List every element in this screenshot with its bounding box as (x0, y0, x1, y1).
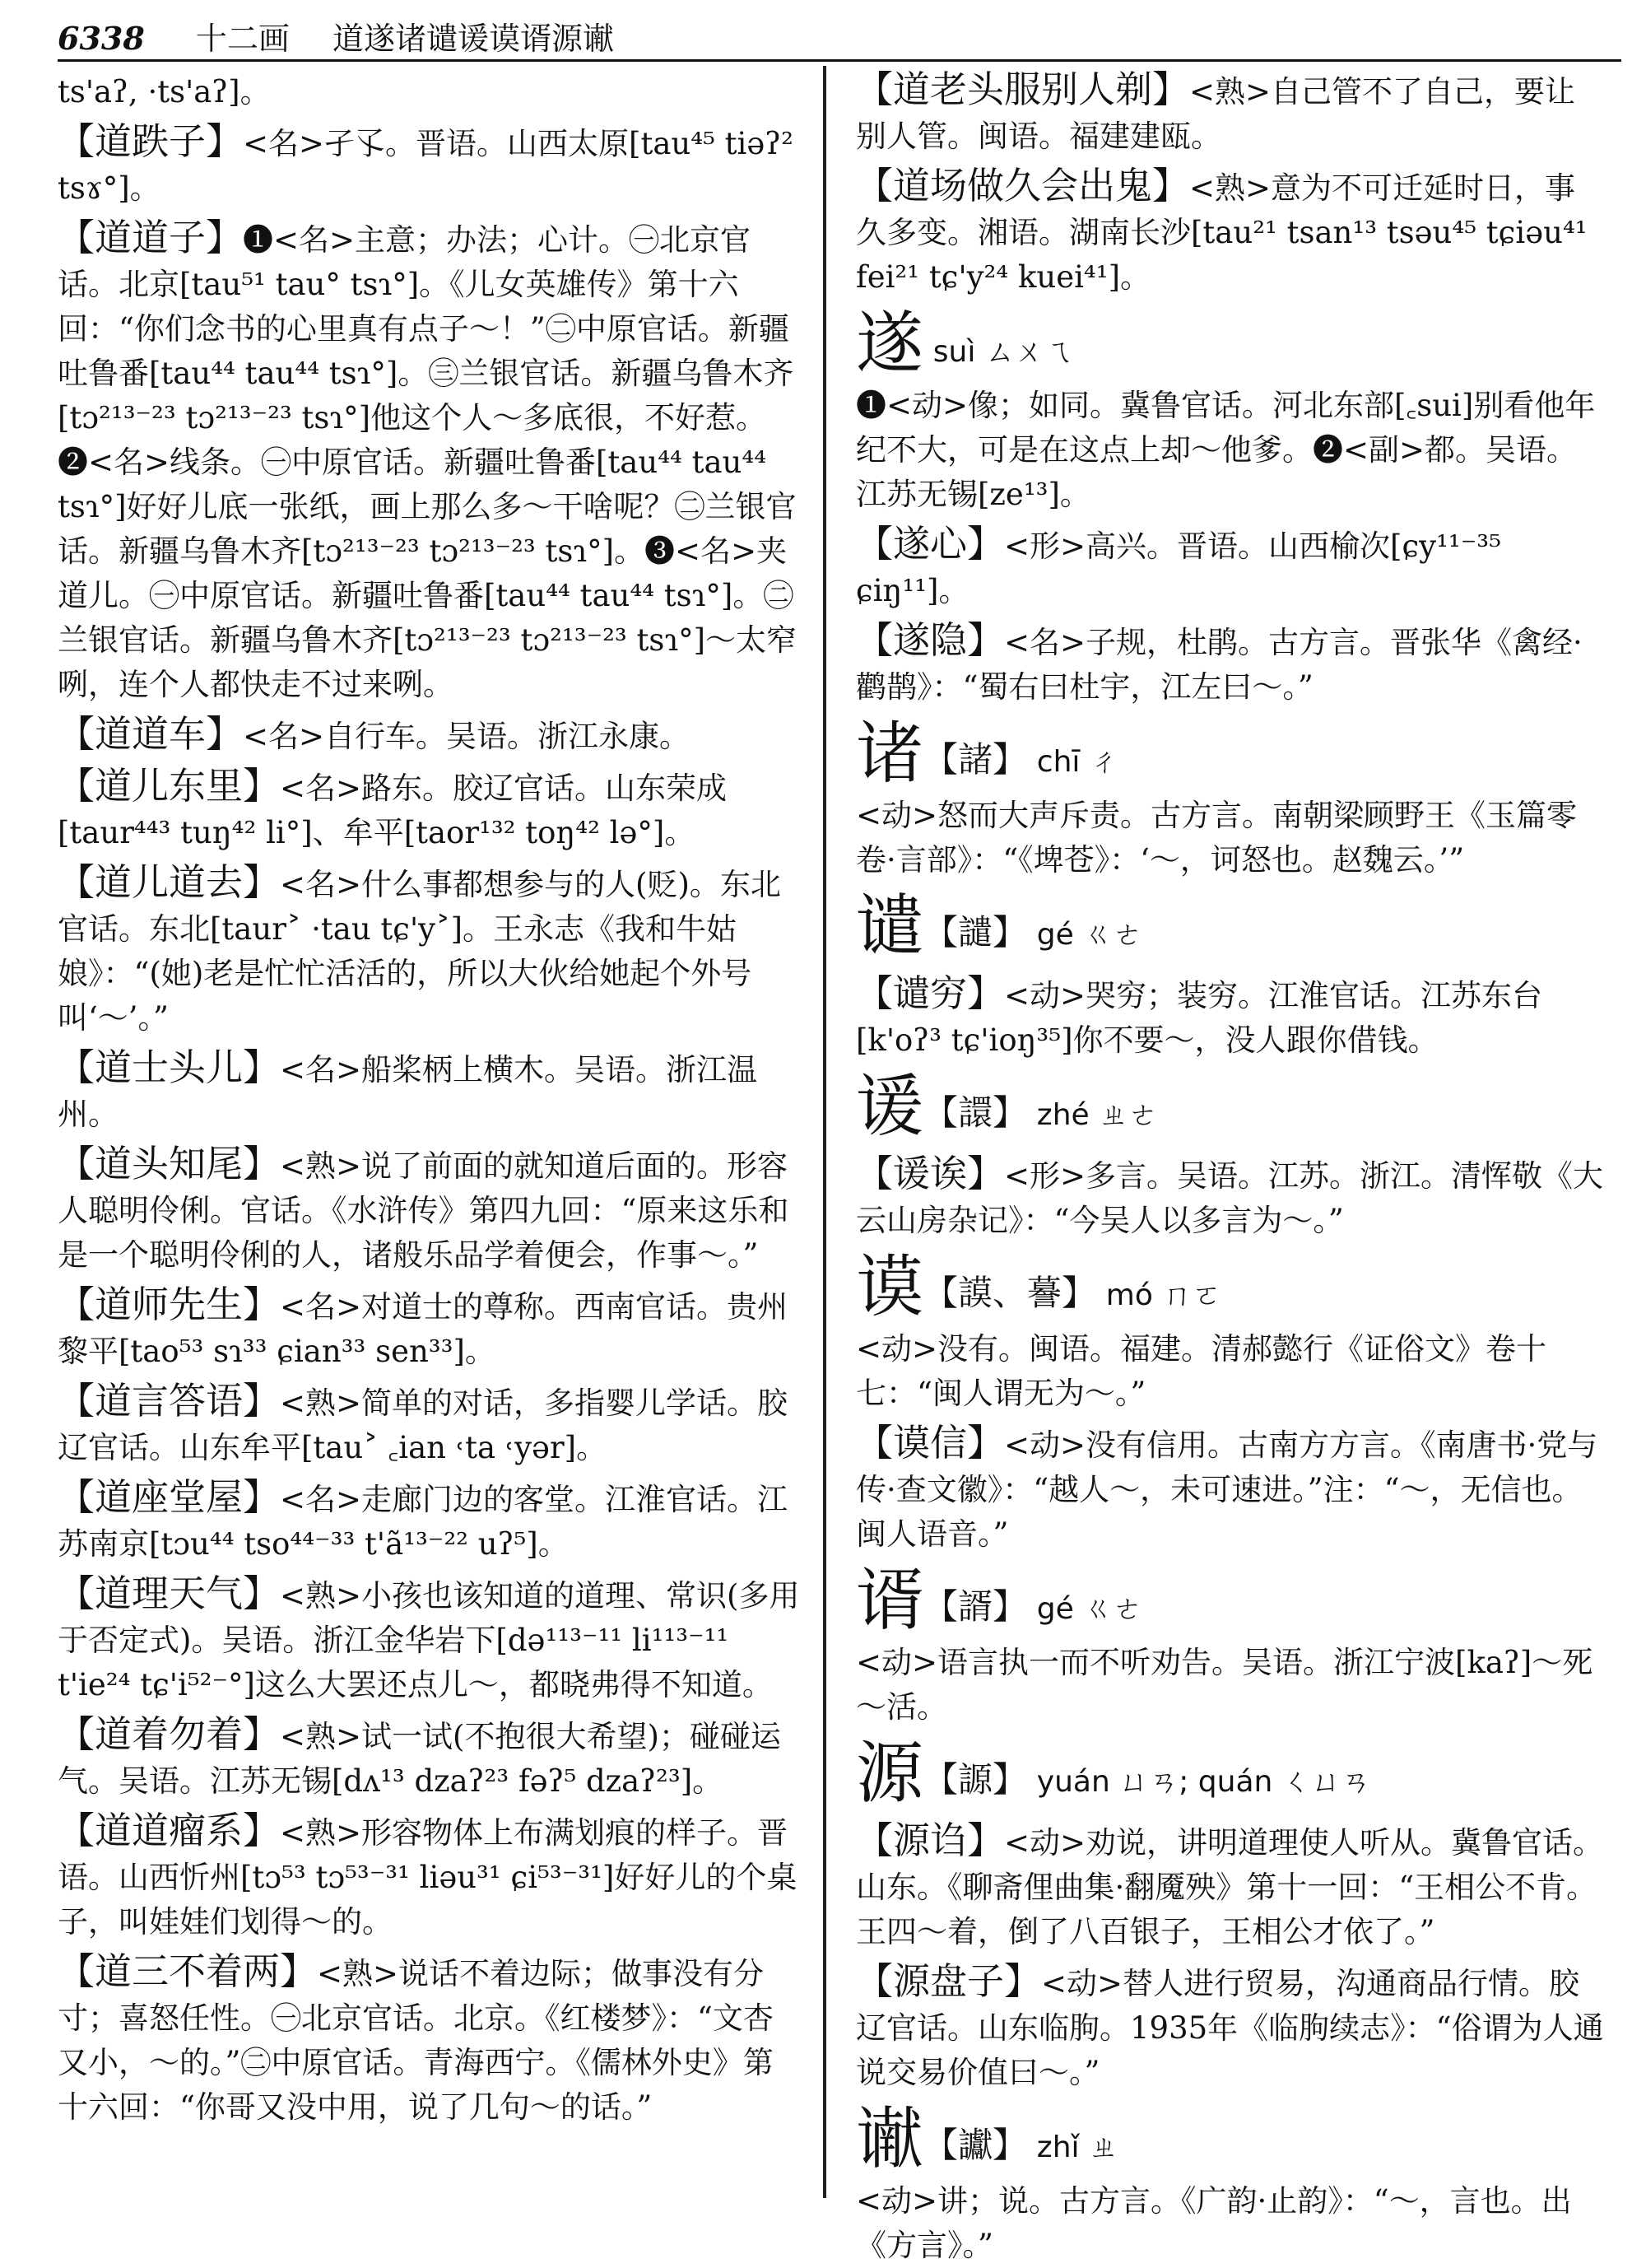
entry-definition: <动>没有。闽语。福建。清郝懿行《证俗文》卷十七：“闽人谓无为～。” (856, 1331, 1547, 1411)
entry-headword: 【谖诶】 (856, 1152, 1005, 1195)
character-heading (856, 715, 1605, 794)
header-characters: 道遂诸谴谖谟谞源谳 (332, 21, 614, 57)
entry-definition: <动>怒而大声斥责。古方言。南朝梁顾野王《玉篇零卷·言部》：“《埤苍》：‘～，诃怒也。赵魏云。’” (856, 798, 1578, 878)
entry-definition: <动>替人进行贸易，沟通商品行情。胶辽官话。山东临朐。1935年《临朐续志》：“俗谓为人通说交易价值曰～。” (856, 1966, 1604, 2090)
entry-definition: <熟>小孩也该知道的道理、常识(多用于否定式)。吴语。浙江金华岩下[də¹¹³⁻¹¹ li¹¹³⁻¹¹ t'ie²⁴ tɕ'i⁵²⁻°]这么大罢还点儿～，都晓弗得不知道。 (58, 1578, 800, 1702)
entry-definition: <熟>形容物体上布满划痕的样子。晋语。山西忻州[tɔ⁵³ tɔ⁵³⁻³¹ liəu³¹ ɕi⁵³⁻³¹]好好儿的个桌子，叫娃娃们划得～的。 (58, 1815, 797, 1940)
column-divider (823, 66, 826, 2198)
dictionary-entry (58, 1283, 802, 1374)
entry-definition: <名>对道士的尊称。西南官话。贵州黎平[tao⁵³ sɿ³³ ɕian³³ sen³³]。 (58, 1289, 788, 1369)
traditional-form: 【諸】 (923, 739, 1028, 780)
traditional-form: 【譴】 (923, 912, 1028, 952)
character-entry (856, 1068, 1605, 1147)
entry-headword: 【源盘子】 (856, 1959, 1042, 2003)
character-entry (856, 1248, 1605, 1416)
character-heading (856, 887, 1605, 966)
character-entry (856, 715, 1605, 883)
dictionary-entry (58, 119, 802, 211)
dictionary-entry (856, 618, 1605, 710)
dictionary-entry (58, 1712, 802, 1804)
character-entry (856, 1735, 1605, 1814)
entry-definition: <名>路东。胶辽官话。山东荣成[taur⁴⁴³ tuŋ⁴² li°]、牟平[taor¹³² toŋ⁴² lə°]。 (58, 771, 728, 850)
character-entry (856, 887, 1605, 966)
entry-definition: <形>高兴。晋语。山西榆次[ɕy¹¹⁻³⁵ ɕiŋ¹¹]。 (856, 529, 1501, 608)
dictionary-entry (58, 1949, 802, 2130)
head-character: 谴 (856, 887, 924, 966)
entry-headword: 【道三不着两】 (58, 1949, 318, 1993)
character-entry (856, 1562, 1605, 1730)
traditional-form: 【讞】 (923, 2125, 1028, 2165)
dictionary-entry (58, 1475, 802, 1567)
entry-headword: 【道理天气】 (58, 1572, 281, 1615)
dictionary-entry (856, 1819, 1605, 1954)
entry-definition: ❶<动>像；如同。冀鲁官话。河北东部[꜀sui]别看他年纪不大，可是在这点上却～他爹。❷<副>都。吴语。江苏无锡[ze¹³]。 (856, 388, 1596, 512)
entry-definition: ❶<名>主意；办法；心计。㊀北京官话。北京[tau⁵¹ tau° tsɿ°]。《儿女英雄传》第十六回：“你们念书的心里真有点子～！”㊁中原官话。新疆吐鲁番[tau⁴⁴ tau⁴⁴ tsɿ°]。㊂兰银官话。新疆乌鲁木齐[tɔ²¹³⁻²³ tɔ²¹³⁻²³ tsɿ°]他这个人～多底很，不好惹。❷<名>线条。㊀中原官话。新疆吐鲁番[tau⁴⁴ tau⁴⁴ tsɿ°]好好儿底一张纸，画上那么多～干啥呢？㊁兰银官话。新疆乌鲁木齐[tɔ²¹³⁻²³ tɔ²¹³⁻²³ tsɿ°]。❸<名>夹道儿。㊀中原官话。新疆吐鲁番[tau⁴⁴ tau⁴⁴ tsɿ°]。㊁兰银官话。新疆乌鲁木齐[tɔ²¹³⁻²³ tɔ²¹³⁻²³ tsɿ°]～太窄咧，连个人都快走不过来咧。 (58, 222, 797, 702)
entry-definition: <熟>意为不可迁延时日，事久多变。湘语。湖南长沙[tau²¹ tsan¹³ tsəu⁴⁵ tɕiəu⁴¹ fei²¹ tɕ'y²⁴ kuei⁴¹]。 (856, 170, 1588, 295)
character-heading (856, 2100, 1605, 2179)
right-column (856, 63, 1605, 2268)
character-heading (856, 1735, 1605, 1814)
entry-definition: <名>走廊门边的客堂。江淮官话。江苏南京[tɔu⁴⁴ tso⁴⁴⁻³³ t'ã¹³⁻²² uʔ⁵]。 (58, 1482, 788, 1562)
dictionary-entry (856, 1959, 1605, 2095)
traditional-form: 【諝】 (923, 1586, 1028, 1627)
traditional-form: 【譞】 (923, 1092, 1028, 1133)
dictionary-entry (856, 971, 1605, 1063)
entry-headword: 【谴穷】 (856, 971, 1005, 1015)
traditional-form: 【謨、謩】 (923, 1273, 1097, 1313)
traditional-form: 【謜】 (923, 1759, 1028, 1800)
head-character: 遂 (856, 305, 924, 383)
entry-definition: ts'aʔ, ·ts'aʔ]。 (58, 74, 271, 109)
entry-definition: <形>多言。吴语。江苏。浙江。清恽敬《大云山房杂记》：“今吴人以多言为～。” (856, 1158, 1604, 1238)
entry-definition: <名>子规，杜鹃。古方言。晋张华《禽经·鹳鹊》：“蜀右曰杜宇，江左曰～。” (856, 625, 1583, 705)
entry-definition: <名>自行车。吴语。浙江永康。 (243, 719, 690, 754)
dictionary-entry (58, 712, 802, 759)
entry-headword: 【道场做久会出鬼】 (856, 164, 1190, 207)
entry-definition: <动>讲；说。古方言。《广韵·止韵》：“～，言也。出《方言》。” (856, 2183, 1572, 2263)
entry-headword: 【道头知尾】 (58, 1142, 281, 1185)
entry-headword: 【道儿东里】 (58, 764, 281, 808)
head-character: 诸 (856, 715, 924, 793)
character-heading (856, 1068, 1605, 1147)
pronunciation: suì ㄙㄨㄟ (932, 335, 1074, 369)
entry-definition: <动>没有信用。古南方方言。《南唐书·党与传·查文徽》：“越人～，未可速进。”注：“～，无信也。闽人语音。” (856, 1427, 1598, 1552)
head-character: 谖 (856, 1068, 924, 1146)
character-entry (856, 305, 1605, 517)
entry-headword: 【道座堂屋】 (58, 1475, 281, 1519)
dictionary-entry (856, 68, 1605, 159)
entry-headword: 【道言答语】 (58, 1379, 281, 1423)
entry-headword: 【源诌】 (856, 1819, 1005, 1862)
pronunciation: chī ㄔ (1036, 745, 1119, 779)
pronunciation: zhǐ ㄓ (1036, 2131, 1118, 2164)
entry-headword: 【道老头服别人剃】 (856, 68, 1190, 111)
character-entry (856, 2100, 1605, 2268)
entry-headword: 【道道车】 (58, 712, 244, 756)
entry-definition: <名>孑孓。晋语。山西太原[tau⁴⁵ tiəʔ² tsɤ°]。 (58, 126, 793, 206)
entry-definition: <动>语言执一而不听劝告。吴语。浙江宁波[kaʔ]～死～活。 (856, 1645, 1593, 1725)
dictionary-entry (856, 164, 1605, 300)
entry-definition: <动>哭穷；装穷。江淮官话。江苏东台[k'oʔ³ tɕ'ioŋ³⁵]你不要～，没人跟你借钱。 (856, 978, 1543, 1058)
pronunciation: zhé ㄓㄜ (1036, 1098, 1159, 1132)
entry-definition: <名>船桨柄上横木。吴语。浙江温州。 (58, 1052, 758, 1132)
pronunciation: yuán ㄩㄢ; quán ㄑㄩㄢ (1036, 1765, 1371, 1799)
entry-definition: <熟>自己管不了自己，要让别人管。闽语。福建建瓯。 (856, 74, 1576, 154)
entry-headword: 【道道瘤系】 (58, 1809, 281, 1852)
dictionary-entry (58, 1046, 802, 1137)
entry-headword: 【道道子】 (58, 216, 244, 259)
head-character: 谞 (856, 1562, 924, 1640)
dictionary-entry (58, 1379, 802, 1470)
left-column (58, 63, 802, 2130)
page-number: 6338 (58, 20, 145, 57)
entry-headword: 【遂隐】 (856, 618, 1005, 662)
entry-definition: <名>什么事都想参与的人(贬)。东北官话。东北[taur˃ ·tau tɕ'y˃]。王永志《我和牛姑娘》：“(她)老是忙忙活活的，所以大伙给她起个外号叫‘～’。” (58, 867, 781, 1036)
pronunciation: gé ㄍㄜ (1036, 918, 1143, 952)
entry-definition: <熟>试一试(不抱很大希望)；碰碰运气。吴语。江苏无锡[dʌ¹³ dzaʔ²³ fəʔ⁵ dzaʔ²³]。 (58, 1719, 781, 1799)
dictionary-entry (58, 860, 802, 1041)
character-heading (856, 1562, 1605, 1641)
dictionary-entry (58, 1572, 802, 1707)
dictionary-entry (58, 1809, 802, 1944)
pronunciation: mó ㄇㄛ (1105, 1278, 1222, 1312)
entry-headword: 【遂心】 (856, 522, 1005, 566)
entry-definition: <动>劝说，讲明道理使人听从。冀鲁官话。山东。《聊斋俚曲集·翻魇殃》第十一回：“王相公不肯。王四～着，倒了八百银子，王相公才依了。” (856, 1825, 1604, 1949)
head-character: 谟 (856, 1248, 924, 1326)
dictionary-entry (58, 68, 802, 114)
dictionary-entry (856, 1152, 1605, 1243)
pronunciation: gé ㄍㄜ (1036, 1592, 1143, 1626)
entry-definition: <熟>说了前面的就知道后面的。形容人聪明伶俐。官话。《水浒传》第四九回：“原来这乐和是一个聪明伶俐的人，诸般乐品学着便会，作事～。” (58, 1148, 789, 1273)
entry-headword: 【道士头儿】 (58, 1046, 281, 1089)
entry-headword: 【谟信】 (856, 1421, 1005, 1465)
entry-definition: <熟>简单的对话，多指婴儿学话。胶辽官话。山东牟平[tau˃ ꜀ian ˓ta ˓yər]。 (58, 1385, 788, 1465)
dictionary-entry (58, 1142, 802, 1278)
character-heading (856, 1248, 1605, 1327)
entry-headword: 【道跌子】 (58, 119, 244, 163)
page-header (58, 18, 1621, 62)
dictionary-entry (856, 1421, 1605, 1557)
dictionary-entry (58, 216, 802, 707)
head-character: 源 (856, 1735, 924, 1813)
dictionary-entry (58, 764, 802, 855)
entry-definition: <熟>说话不着边际；做事没有分寸；喜怒任性。㊀北京官话。北京。《红楼梦》：“文杏又小，～的。”㊁中原官话。青海西宁。《儒林外史》第十六回：“你哥又没中用，说了几句～的话。” (58, 1956, 774, 2125)
entry-headword: 【道着勿着】 (58, 1712, 281, 1756)
dictionary-entry (856, 522, 1605, 613)
entry-headword: 【道师先生】 (58, 1283, 281, 1326)
character-heading (856, 305, 1605, 384)
stroke-count: 十二画 (195, 21, 290, 57)
head-character: 谳 (856, 2100, 924, 2178)
entry-headword: 【道儿道去】 (58, 860, 281, 904)
